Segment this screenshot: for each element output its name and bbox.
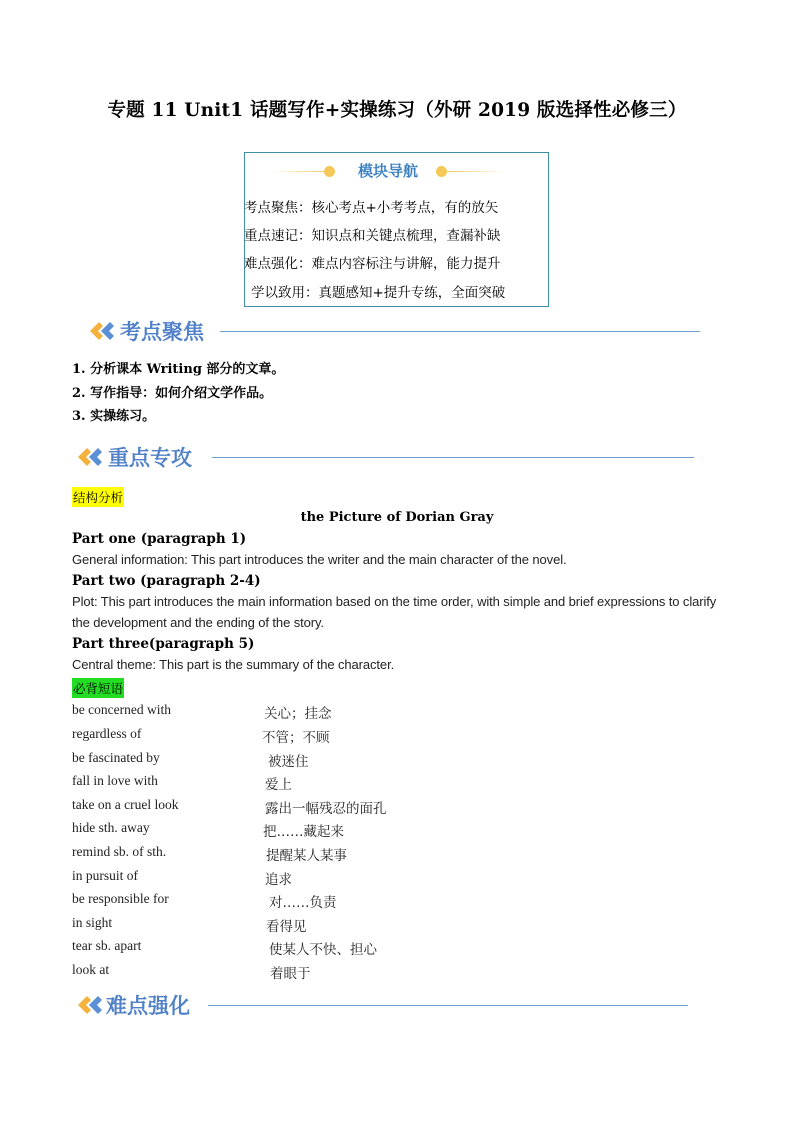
nav-item-nandian: 难点强化：难点内容标注与讲解，能力提升: [244, 256, 501, 272]
nav-line-right: [447, 171, 505, 172]
phrase-en: be fascinated by: [72, 750, 160, 765]
nav-item-kaodian: 考点聚焦：核心考点+小考考点，有的放矢: [244, 200, 499, 216]
part-text: the development and the ending of the story.: [72, 615, 324, 630]
part-heading: Part three(paragraph 5): [72, 636, 255, 652]
double-chevron-icon: [76, 994, 108, 1016]
part-heading: Part one (paragraph 1): [72, 531, 247, 547]
phrase-zh: 提醒某人某事: [266, 848, 347, 864]
kaodian-item-2: 2. 写作指导：如何介绍文学作品。: [72, 386, 273, 401]
phrase-en: remind sb. of sth.: [72, 844, 167, 859]
section-header-zhongdian: [76, 442, 696, 472]
phrase-en: hide sth. away: [72, 820, 150, 835]
phrase-zh: 追求: [265, 872, 292, 888]
module-nav-header: [244, 160, 549, 184]
document-title: 专题 11 Unit1 话题写作+实操练习（外研 2019 版选择性必修三）: [107, 100, 687, 121]
part-text: Plot: This part introduces the main information based on the time order, with simple and brief expressions to clarify: [72, 594, 717, 609]
module-nav-heading: 模块导航: [357, 162, 418, 180]
nav-dot-left-icon: [324, 166, 335, 177]
section-title-zhongdian: 重点专攻: [108, 446, 192, 470]
nav-line-left: [270, 171, 328, 172]
phrase-zh: 着眼于: [270, 966, 311, 982]
section-rule: [208, 1005, 688, 1006]
phrase-zh: 爱上: [265, 777, 292, 793]
article-title: the Picture of Dorian Gray: [300, 510, 494, 525]
phrase-en: fall in love with: [72, 773, 158, 788]
phrase-zh: 关心；挂念: [264, 706, 332, 722]
double-chevron-icon: [88, 320, 120, 342]
part-heading: Part two (paragraph 2-4): [72, 573, 261, 589]
structure-label: 结构分析: [72, 487, 124, 507]
phrase-en: be responsible for: [72, 891, 169, 906]
phrase-en: regardless of: [72, 726, 142, 741]
phrases-label: 必背短语: [72, 678, 124, 698]
phrase-en: take on a cruel look: [72, 797, 179, 812]
part-text: Central theme: This part is the summary of the character.: [72, 657, 395, 672]
section-rule: [212, 457, 694, 458]
phrase-zh: 使某人不快、担心: [269, 942, 377, 958]
phrase-zh: 把……藏起来: [263, 824, 344, 840]
section-title-nandian: 难点强化: [106, 994, 190, 1018]
nav-item-zhongdian: 重点速记：知识点和关键点梳理，查漏补缺: [244, 228, 501, 244]
phrase-en: tear sb. apart: [72, 938, 142, 953]
kaodian-item-1: 1. 分析课本 Writing 部分的文章。: [72, 362, 285, 377]
double-chevron-icon: [76, 446, 108, 468]
section-header-nandian: [76, 990, 690, 1020]
section-header-kaodian: [88, 316, 702, 346]
part-text: General information: This part introduces the writer and the main character of the novel.: [72, 552, 567, 567]
phrase-zh: 不管；不顾: [262, 730, 330, 746]
phrase-zh: 看得见: [266, 919, 307, 935]
phrase-en: look at: [72, 962, 110, 977]
phrase-en: in sight: [72, 915, 113, 930]
section-rule: [220, 331, 700, 332]
phrase-zh: 露出一幅残忍的面孔: [265, 801, 387, 817]
phrase-zh: 被迷住: [268, 754, 309, 770]
nav-dot-right-icon: [436, 166, 447, 177]
phrase-en: in pursuit of: [72, 868, 138, 883]
kaodian-item-3: 3. 实操练习。: [72, 409, 156, 424]
phrase-en: be concerned with: [72, 702, 171, 717]
section-title-kaodian: 考点聚焦: [120, 320, 204, 344]
phrase-zh: 对……负责: [269, 895, 337, 911]
nav-item-xueyi: 学以致用：真题感知+提升专练，全面突破: [251, 285, 506, 301]
